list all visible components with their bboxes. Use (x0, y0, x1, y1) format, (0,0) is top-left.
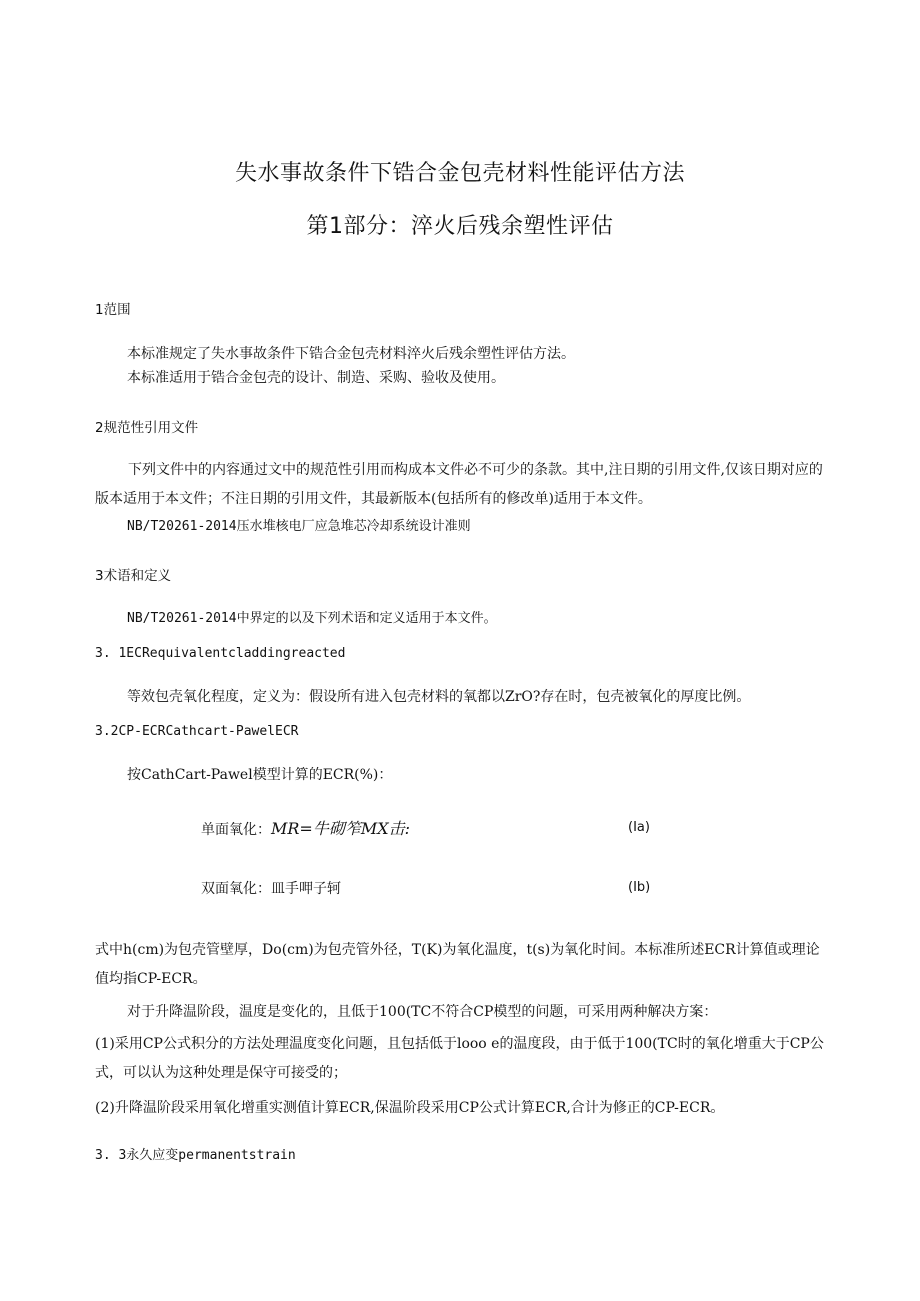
section-2-heading: 2规范性引用文件 (95, 420, 199, 436)
term-3-2-definition: 按CathCart-Pawel模型计算的ECR(%)： (127, 767, 393, 783)
term-3-3-heading: 3. 3永久应变permanentstrain (95, 1148, 296, 1163)
solution-2: (2)升降温阶段采用氧化增重实测值计算ECR,保温阶段采用CP公式计算ECR,合计为修正的CP-ECR。 (95, 1100, 725, 1116)
term-3-1-heading: 3. 1ECRequivalentcladdingreacted (95, 646, 346, 661)
document-subtitle: 第1部分：淬火后残余塑性评估 (306, 214, 614, 239)
formula-double-side (201, 878, 341, 898)
equation-number-ib: (Ib) (628, 880, 651, 895)
solution-1: (1)采用CP公式积分的方法处理温度变化问题，且包括低于looo e的温度段，由于低于100(TC时的氧化增重大于CP公式，可以认为这种处理是保守可接受的； (95, 1036, 824, 1081)
term-3-2-heading: 3.2CP-ECRCathcart-PawelECR (95, 724, 299, 739)
formula-variable-definitions: 式中h(cm)为包壳管壁厚，Do(cm)为包壳管外径，T(K)为氧化温度，t(s)为氧化时间。本标准所述ECR计算值或理论值均指CP-ECR。 (95, 942, 820, 987)
section-2-paragraph: 下列文件中的内容通过文中的规范性引用而构成本文件必不可少的条款。其中,注日期的引用文件,仅该日期对应的版本适用于本文件；不注日期的引用文件，其最新版本(包括所有的修改单)适用于本文件。 (95, 462, 823, 507)
temperature-change-paragraph: 对于升降温阶段，温度是变化的，且低于100(TC不符合CP模型的问题，可采用两种解决方案： (127, 1004, 718, 1020)
section-1-paragraph-1: 本标准规定了失水事故条件下锆合金包壳材料淬火后残余塑性评估方法。 (127, 346, 575, 362)
section-1-paragraph-2: 本标准适用于锆合金包壳的设计、制造、采购、验收及使用。 (127, 370, 505, 386)
equation-number-ia: (Ia) (628, 820, 650, 835)
normative-reference-item: NB/T20261-2014压水堆核电厂应急堆芯冷却系统设计准则 (127, 519, 471, 534)
formula-single-side (201, 816, 410, 839)
formula-double-side-expression: 皿手呷子轲 (271, 881, 341, 897)
formula-single-side-expression: MR=牛砌笮MX击: (271, 819, 411, 838)
document-title: 失水事故条件下锆合金包壳材料性能评估方法 (234, 161, 685, 186)
formula-single-side-label: 单面氧化： (201, 822, 271, 838)
section-3-heading: 3术语和定义 (95, 568, 172, 584)
section-1-heading: 1范围 (95, 302, 131, 318)
term-3-1-definition: 等效包壳氧化程度，定义为：假设所有进入包壳材料的氧都以ZrO?存在时，包壳被氧化的厚度比例。 (127, 689, 751, 705)
section-3-intro: NB/T20261-2014中界定的以及下列术语和定义适用于本文件。 (127, 611, 497, 626)
formula-double-side-label: 双面氧化： (201, 881, 271, 897)
